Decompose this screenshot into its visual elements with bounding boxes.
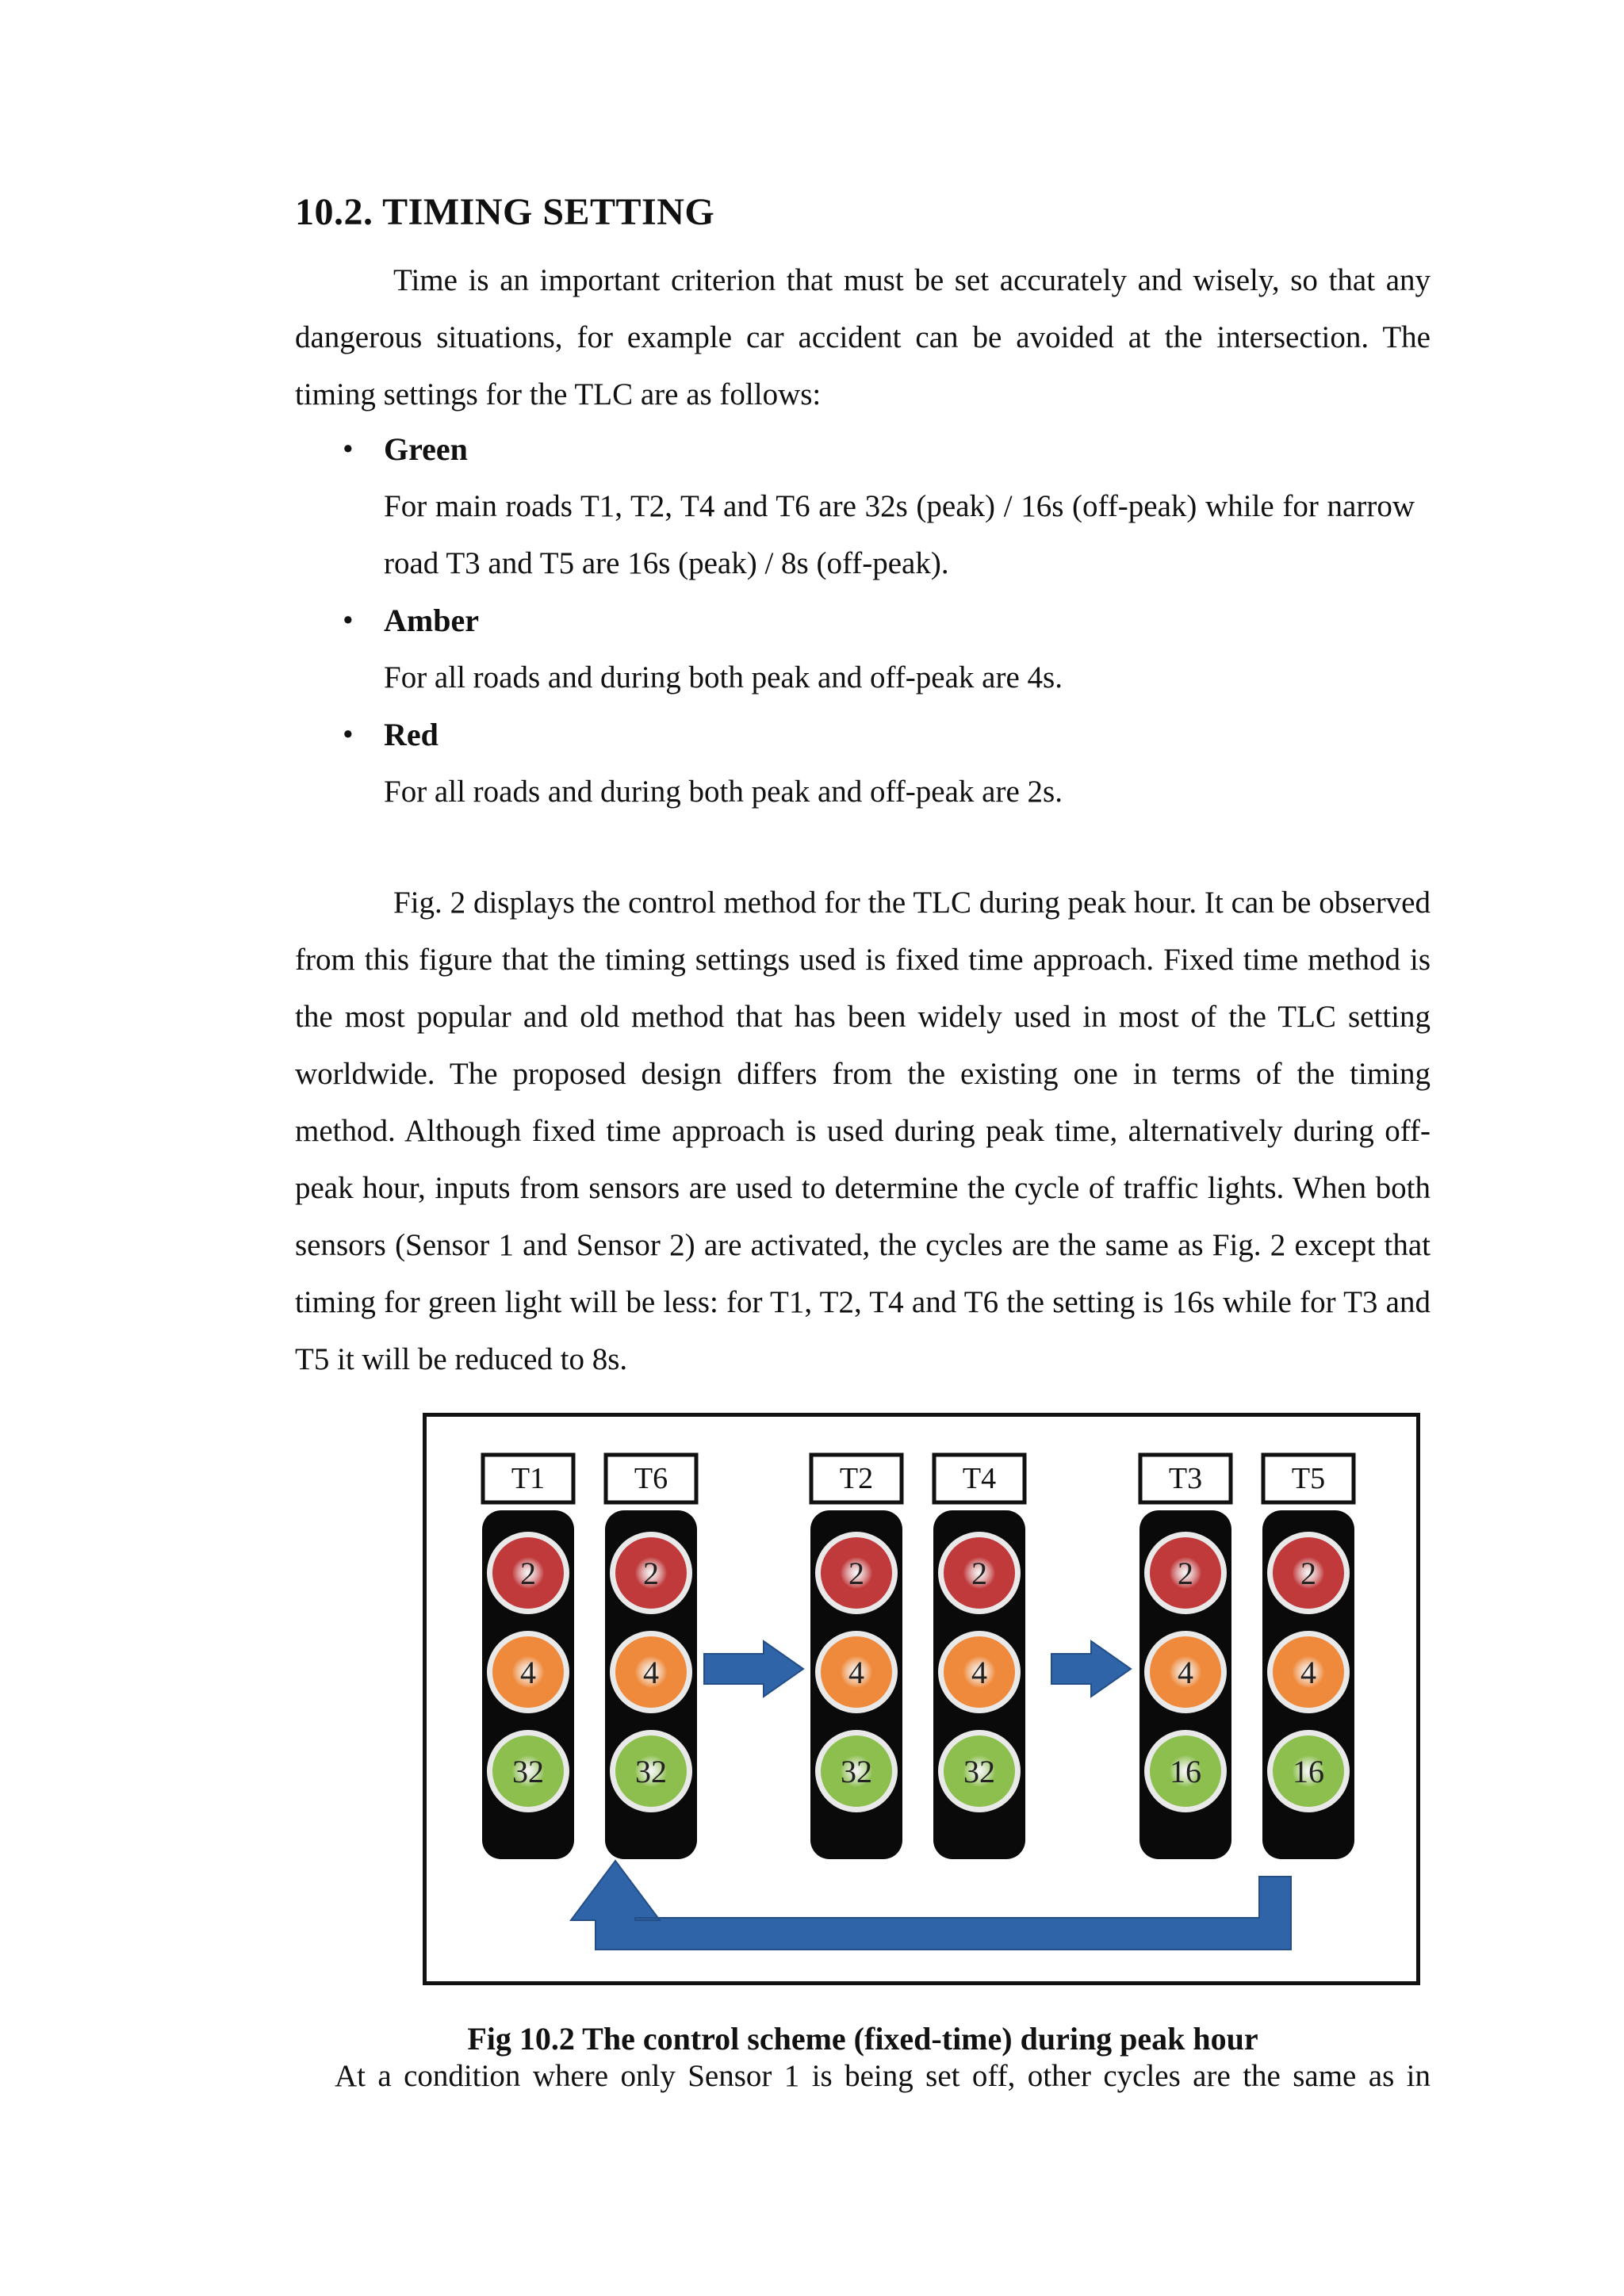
return-arrow	[571, 1861, 1291, 1950]
bullet-label: Green	[384, 431, 468, 467]
amber-lamp-value: 4	[643, 1655, 659, 1690]
bullet-label: Red	[384, 717, 439, 752]
red-lamp-value: 2	[520, 1556, 536, 1591]
green-lamp-value: 32	[635, 1754, 667, 1789]
body-paragraph: Fig. 2 displays the control method for the TLC during peak hour. It can be observed from this figure that the timing settings used is fixed time approach. Fixed time method is the most popular and old method that has been widely used in most of the TLC setting worldwide. The proposed design differs from the existing one in terms of the timing method. Although fixed time approach is used during peak time, alternatively during off-peak hour, inputs from sensors are used to determine the cycle of traffic lights. When both sensors (Sensor 1 and Sensor 2) are activated, the cycles are the same as Fig. 2 except that timing for green light will be less: for T1, T2, T4 and T6 the setting is 16s while for T3 and T5 it will be reduced to 8s.	[295, 886, 1431, 1376]
bullet-dot: •	[343, 432, 354, 466]
continuation-text: At a condition where only Sensor 1 is being set off, other cycles are the same as in	[335, 2059, 1431, 2093]
amber-lamp-value: 4	[520, 1655, 536, 1690]
light-label: T3	[1168, 1462, 1203, 1495]
red-lamp-value: 2	[848, 1556, 864, 1591]
amber-lamp-value: 4	[848, 1655, 864, 1690]
bullet-green	[295, 421, 1431, 592]
light-label: T4	[962, 1462, 997, 1495]
green-lamp-value: 32	[512, 1754, 544, 1789]
section-heading: 10.2. TIMING SETTING	[295, 191, 715, 233]
light-label: T5	[1291, 1462, 1326, 1495]
bullet-label: Amber	[384, 603, 479, 638]
bullet-dot: •	[343, 718, 354, 752]
green-lamp-value: 16	[1170, 1754, 1201, 1789]
bullet-text: For main roads T1, T2, T4 and T6 are 32s (peak) / 16s (off-peak) while for narrow road T3 and T5 are 16s (peak) / 8s (off-peak).	[384, 489, 1415, 580]
timing-bullet-list	[295, 421, 1431, 821]
red-lamp-value: 2	[1178, 1556, 1193, 1591]
traffic-light-diagram	[427, 1417, 1416, 1981]
intro-paragraph: Time is an important criterion that must be set accurately and wisely, so that any dangerous situations, for example car accident can be avoided at the intersection. The timing settings for the TLC are as follows:	[295, 263, 1431, 411]
traffic-light-figure	[423, 1413, 1420, 1985]
bullet-text: For all roads and during both peak and off-peak are 4s.	[384, 660, 1063, 695]
bullet-dot: •	[343, 603, 354, 637]
light-label: T6	[634, 1462, 668, 1495]
red-lamp-value: 2	[643, 1556, 659, 1591]
red-lamp-value: 2	[1300, 1556, 1316, 1591]
red-lamp-value: 2	[971, 1556, 987, 1591]
bullet-red	[295, 706, 1431, 821]
bullet-text: For all roads and during both peak and off-peak are 2s.	[384, 775, 1063, 809]
forward-arrow	[704, 1641, 803, 1697]
amber-lamp-value: 4	[1300, 1655, 1316, 1690]
forward-arrow	[1051, 1641, 1131, 1697]
light-label: T1	[511, 1462, 546, 1495]
bullet-amber	[295, 592, 1431, 706]
green-lamp-value: 32	[963, 1754, 995, 1789]
amber-lamp-value: 4	[1178, 1655, 1193, 1690]
amber-lamp-value: 4	[971, 1655, 987, 1690]
light-label: T2	[839, 1462, 874, 1495]
green-lamp-value: 16	[1293, 1754, 1324, 1789]
green-lamp-value: 32	[841, 1754, 872, 1789]
figure-caption: Fig 10.2 The control scheme (fixed-time) during peak hour	[467, 2021, 1258, 2057]
